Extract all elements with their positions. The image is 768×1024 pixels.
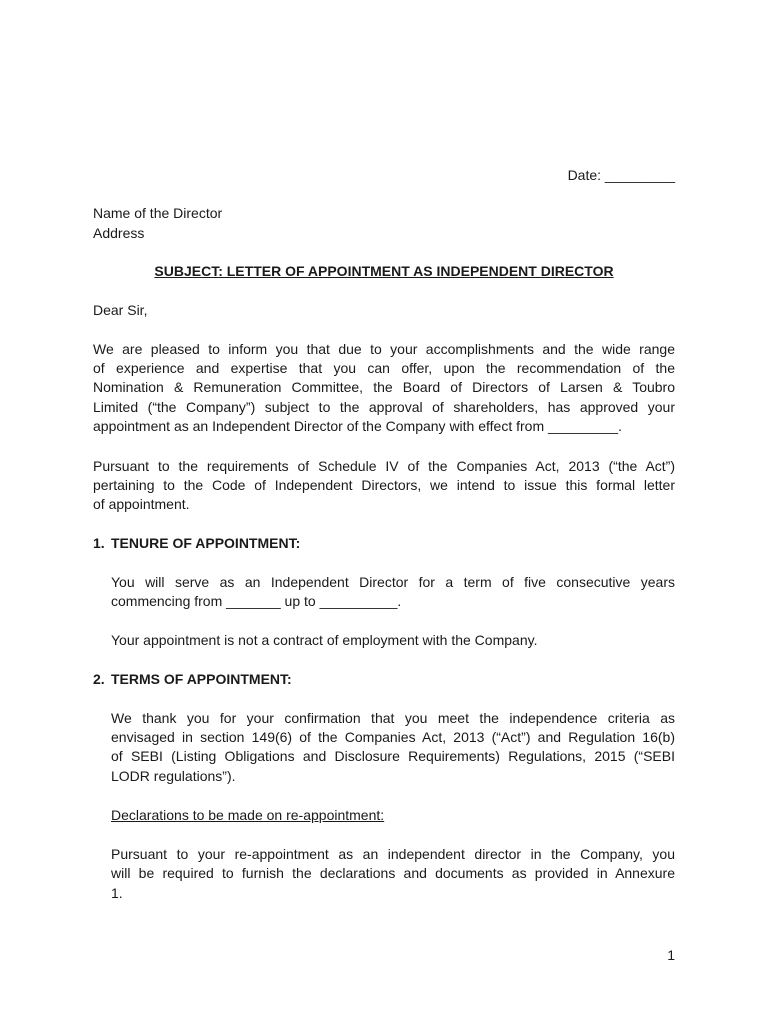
subject-line: SUBJECT: LETTER OF APPOINTMENT AS INDEPENDENT DIRECTOR (154, 263, 614, 279)
section-1-heading (93, 534, 300, 553)
section-2-para-line: LODR regulations”). (111, 768, 236, 784)
section-1-title: TENURE OF APPOINTMENT: (111, 535, 301, 551)
paragraph-1-line: We are pleased to inform you that due to your accomplishments and the wide range (93, 341, 675, 357)
paragraph-1-line: Limited (“the Company”) subject to the approval of shareholders, has approved your (93, 399, 675, 415)
director-address: Address (93, 225, 145, 241)
section-2-heading (93, 670, 292, 689)
section-1-para-line: You will serve as an Independent Director for a term of five consecutive years (111, 574, 675, 590)
section-2-declaration-line: will be required to furnish the declarations and documents as provided in Annexure (111, 865, 675, 881)
section-2-declaration-line: 1. (111, 885, 123, 901)
director-name: Name of the Director (93, 205, 223, 221)
section-2-title: TERMS OF APPOINTMENT: (111, 671, 292, 687)
page-number: 1 (667, 947, 675, 963)
section-1-para-line: commencing from _______ up to __________. (111, 593, 402, 609)
paragraph-1-line: of experience and expertise that you can offer, upon the recommendation of the (93, 360, 675, 376)
paragraph-1-line: Nomination & Remuneration Committee, the Board of Directors of Larsen & Toubro (93, 379, 675, 395)
declarations-subheading: Declarations to be made on re-appointment: (111, 807, 385, 823)
section-1-employment-note: Your appointment is not a contract of employment with the Company. (111, 632, 538, 648)
section-2-para-line: We thank you for your confirmation that you meet the independence criteria as (111, 710, 675, 726)
section-2-number: 2. (93, 671, 105, 687)
salutation: Dear Sir, (93, 302, 148, 318)
paragraph-2-line: of appointment. (93, 496, 190, 512)
paragraph-2-line: Pursuant to the requirements of Schedule IV of the Companies Act, 2013 (“the Act”) (93, 458, 675, 474)
section-2-para-line: of SEBI (Listing Obligations and Disclosure Requirements) Regulations, 2015 (“SEBI (111, 748, 675, 764)
section-2-declaration-line: Pursuant to your re-appointment as an independent director in the Company, you (111, 846, 675, 862)
date-line: Date: _________ (567, 167, 675, 183)
section-2-para-line: envisaged in section 149(6) of the Companies Act, 2013 (“Act”) and Regulation 16(b) (111, 729, 675, 745)
section-1-number: 1. (93, 535, 105, 551)
paragraph-2-line: pertaining to the Code of Independent Directors, we intend to issue this formal letter (93, 477, 675, 493)
paragraph-1-line: appointment as an Independent Director of the Company with effect from _________. (93, 418, 622, 434)
